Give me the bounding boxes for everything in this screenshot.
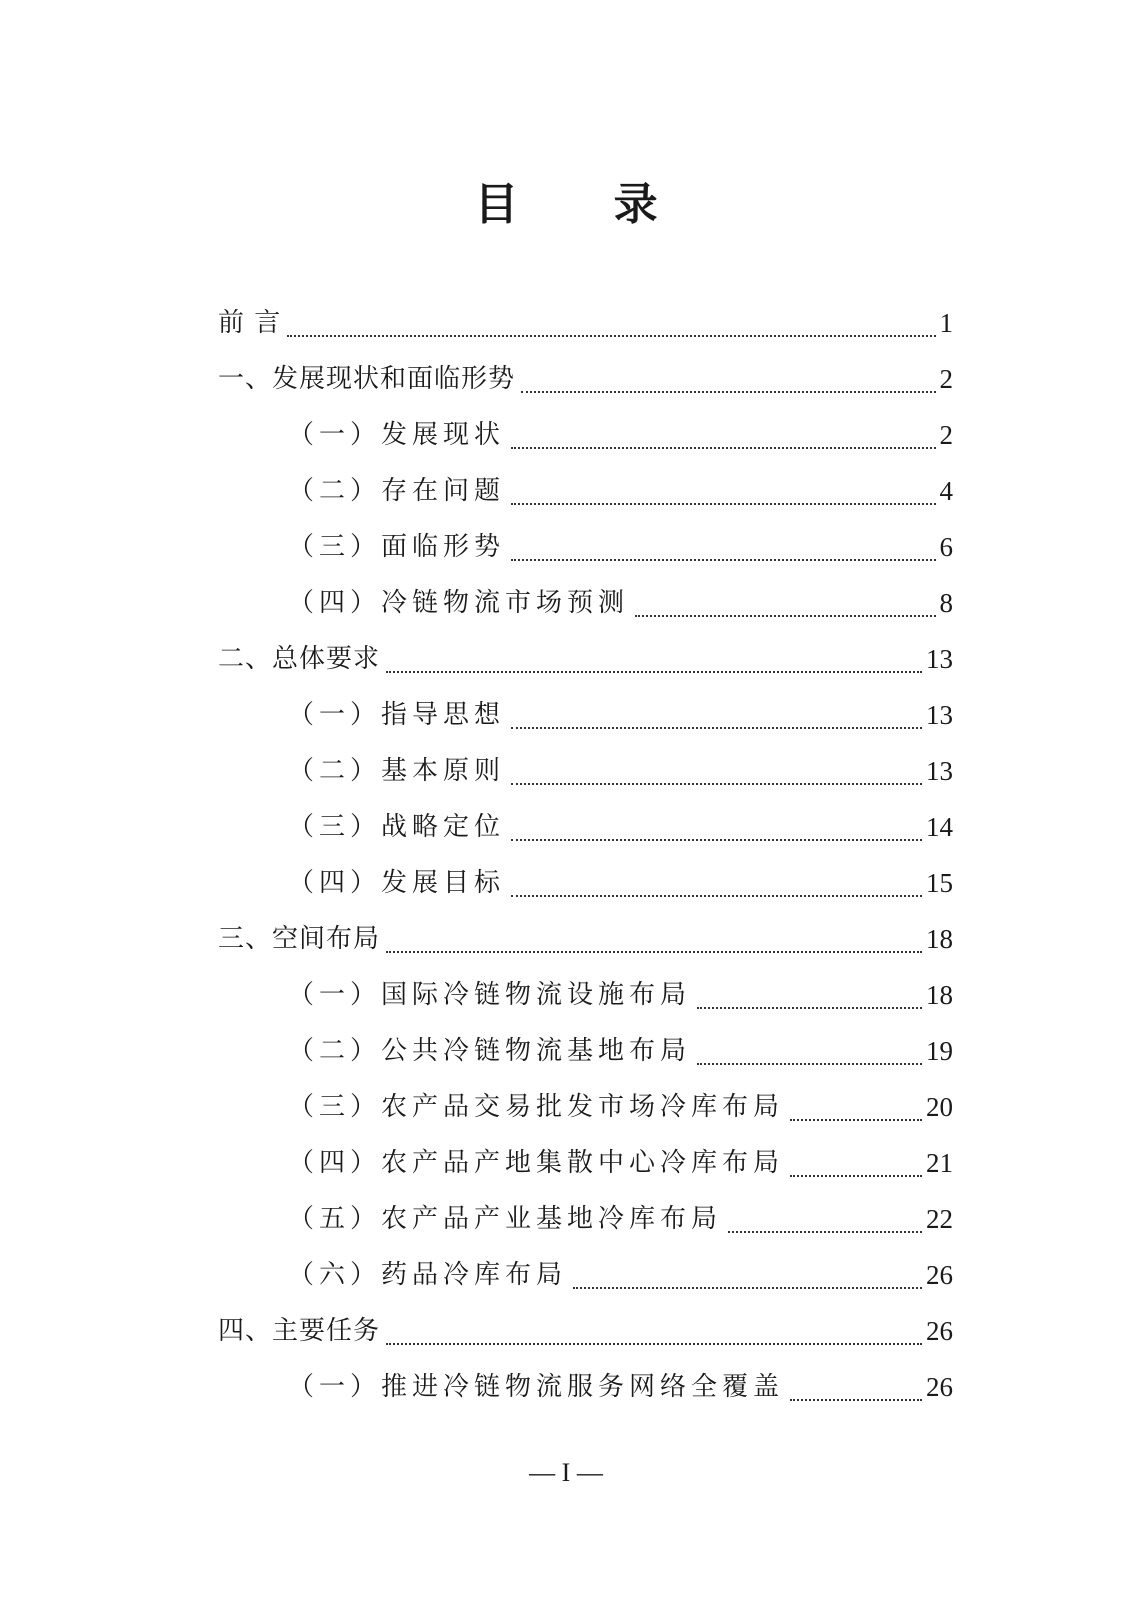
toc-entry-page-number: 13: [926, 756, 953, 786]
dot-leader: [386, 670, 922, 673]
toc-entry-page-number: 18: [926, 980, 953, 1010]
toc-section-entry[interactable]: [218, 687, 953, 743]
toc-section-entry[interactable]: [218, 1191, 953, 1247]
toc-entry-page-number: 13: [926, 644, 953, 674]
toc-chapter-entry[interactable]: [218, 631, 953, 687]
toc-entry-page-number: 19: [926, 1036, 953, 1066]
toc-entry-label: （一）发展现状: [288, 420, 506, 450]
toc-chapter-entry[interactable]: [218, 1303, 953, 1359]
toc-entry-page-number: 26: [926, 1372, 953, 1402]
toc-section-entry[interactable]: [218, 855, 953, 911]
toc-chapter-entry[interactable]: [218, 295, 953, 351]
toc-entry-label: （五）农产品产业基地冷库布局: [288, 1204, 723, 1234]
dot-leader: [511, 838, 922, 841]
dot-leader: [521, 390, 935, 393]
toc-entry-label: （六）药品冷库布局: [288, 1260, 568, 1290]
toc-entry-page-number: 4: [939, 476, 953, 506]
toc-entry-label: （一）国际冷链物流设施布局: [288, 980, 692, 1010]
toc-entry-label: （四）发展目标: [288, 868, 506, 898]
dot-leader: [573, 1286, 922, 1289]
toc-section-entry[interactable]: [218, 1023, 953, 1079]
toc-entry-label: 一、发展现状和面临形势: [218, 364, 516, 394]
dot-leader: [790, 1398, 922, 1401]
toc-section-entry[interactable]: [218, 1135, 953, 1191]
toc-section-entry[interactable]: [218, 519, 953, 575]
toc-section-entry[interactable]: [218, 407, 953, 463]
toc-entry-page-number: 22: [926, 1204, 953, 1234]
toc-entry-label: 三、空间布局: [218, 924, 381, 954]
toc-section-entry[interactable]: [218, 1247, 953, 1303]
dot-leader: [511, 446, 935, 449]
toc-entry-page-number: 26: [926, 1316, 953, 1346]
dot-leader: [635, 614, 935, 617]
toc-section-entry[interactable]: [218, 743, 953, 799]
dot-leader: [511, 782, 922, 785]
dot-leader: [790, 1118, 922, 1121]
dot-leader: [697, 1006, 922, 1009]
dot-leader: [511, 726, 922, 729]
toc-chapter-entry[interactable]: [218, 351, 953, 407]
page-number-footer: — I —: [529, 1458, 603, 1487]
toc-entry-page-number: 26: [926, 1260, 953, 1290]
page-title: 目 录: [474, 179, 698, 230]
toc-entry-page-number: 13: [926, 700, 953, 730]
toc-entry-label: （二）基本原则: [288, 756, 506, 786]
toc-section-entry[interactable]: [218, 463, 953, 519]
dot-leader: [728, 1230, 922, 1233]
toc-entry-label: （一）推进冷链物流服务网络全覆盖: [288, 1372, 785, 1402]
toc-entry-label: （二）公共冷链物流基地布局: [288, 1036, 692, 1066]
toc-entry-page-number: 1: [939, 308, 953, 338]
toc-entry-page-number: 18: [926, 924, 953, 954]
toc-entry-label: （三）战略定位: [288, 812, 506, 842]
toc-entry-label: 前 言: [218, 308, 282, 338]
dot-leader: [386, 1342, 922, 1345]
toc-entry-label: （二）存在问题: [288, 476, 506, 506]
toc-section-entry[interactable]: [218, 575, 953, 631]
toc-chapter-entry[interactable]: [218, 911, 953, 967]
dot-leader: [386, 950, 922, 953]
dot-leader: [697, 1062, 922, 1065]
table-of-contents: [218, 295, 953, 1415]
dot-leader: [790, 1174, 922, 1177]
toc-entry-label: （一）指导思想: [288, 700, 506, 730]
toc-entry-label: （三）面临形势: [288, 532, 506, 562]
toc-entry-label: （三）农产品交易批发市场冷库布局: [288, 1092, 785, 1122]
toc-section-entry[interactable]: [218, 967, 953, 1023]
dot-leader: [511, 894, 922, 897]
toc-entry-page-number: 8: [939, 588, 953, 618]
dot-leader: [511, 558, 935, 561]
toc-entry-page-number: 15: [926, 868, 953, 898]
toc-section-entry[interactable]: [218, 799, 953, 855]
toc-entry-page-number: 2: [939, 364, 953, 394]
toc-entry-page-number: 20: [926, 1092, 953, 1122]
toc-entry-page-number: 14: [926, 812, 953, 842]
toc-section-entry[interactable]: [218, 1359, 953, 1415]
toc-section-entry[interactable]: [218, 1079, 953, 1135]
toc-entry-label: 二、总体要求: [218, 644, 381, 674]
toc-entry-label: 四、主要任务: [218, 1316, 381, 1346]
toc-entry-label: （四）冷链物流市场预测: [288, 588, 630, 618]
toc-entry-page-number: 21: [926, 1148, 953, 1178]
dot-leader: [511, 502, 935, 505]
toc-entry-label: （四）农产品产地集散中心冷库布局: [288, 1148, 785, 1178]
toc-entry-page-number: 2: [939, 420, 953, 450]
toc-entry-page-number: 6: [939, 532, 953, 562]
dot-leader: [287, 334, 935, 337]
